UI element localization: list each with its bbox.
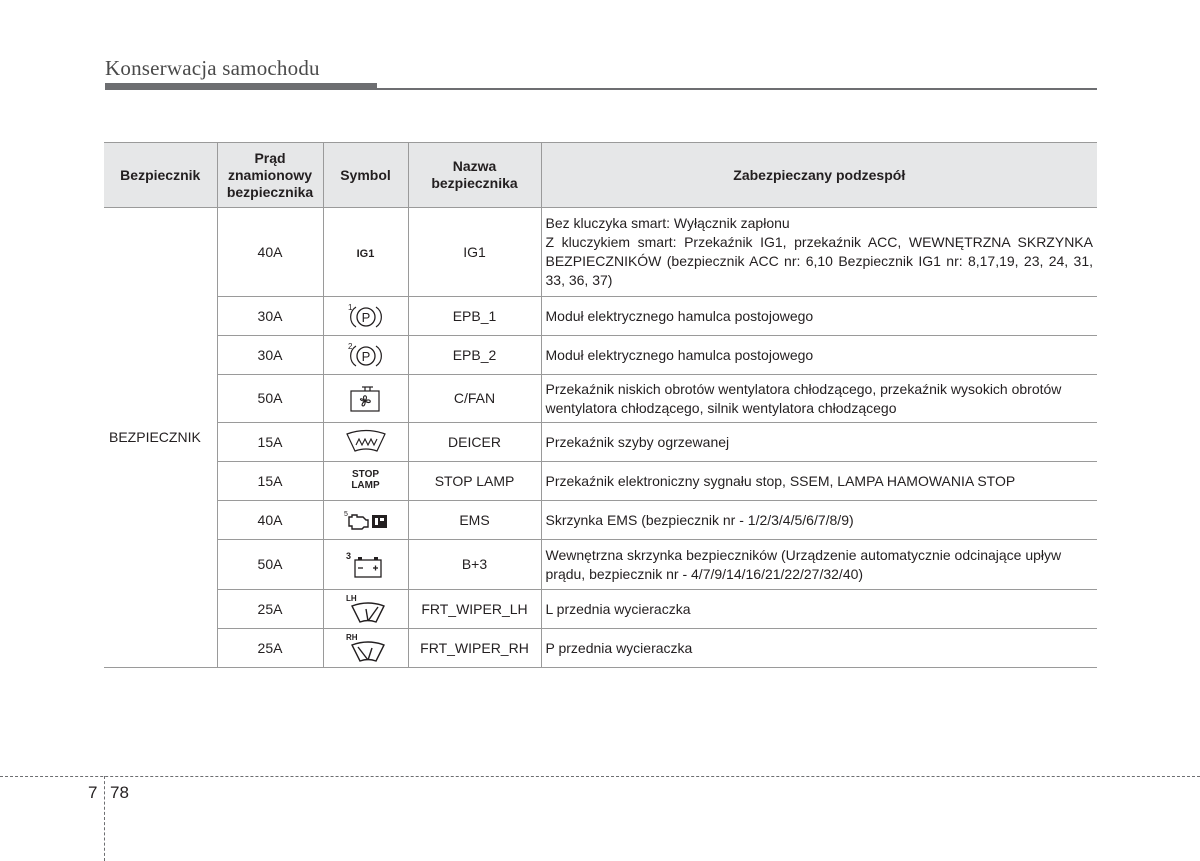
- table-row: [104, 540, 1097, 590]
- stop-lamp-symbol: [351, 469, 379, 491]
- parking-brake-icon: [345, 300, 387, 332]
- rating-cell: 30A: [217, 297, 323, 336]
- table-header-row: [104, 143, 1097, 208]
- rating-cell: 25A: [217, 590, 323, 629]
- header-name-line1: Nazwa: [452, 158, 497, 174]
- name-cell: EMS: [408, 501, 541, 540]
- stop-lamp-symbol-line1: STOP: [351, 469, 380, 480]
- name-cell: B+3: [408, 540, 541, 590]
- desc-line: Z kluczykiem smart: Przekaźnik IG1, przekaźnik ACC, WEWNĘTRZNA SKRZYNKA BEZPIECZNIKÓW (bezpiecznik ACC nr: 6,10 Bezpiecznik IG1 nr: 8,17,19, 23, 24, 31, 33, 36, 37): [545, 234, 1093, 288]
- parking-brake-letter: P: [361, 310, 370, 325]
- title-underline-thin: [377, 88, 1097, 90]
- desc-cell: Przekaźnik niskich obrotów wentylatora chłodzącego, przekaźnik wysokich obrotów wentylatora chłodzącego, silnik wentylatora chłodzącego: [541, 375, 1097, 423]
- symbol-cell: [323, 590, 408, 629]
- symbol-cell: [323, 375, 408, 423]
- rating-cell: 15A: [217, 462, 323, 501]
- desc-cell: Skrzynka EMS (bezpiecznik nr - 1/2/3/4/5/6/7/8/9): [541, 501, 1097, 540]
- name-cell: DEICER: [408, 423, 541, 462]
- desc-cell: Moduł elektrycznego hamulca postojowego: [541, 297, 1097, 336]
- name-cell: IG1: [408, 208, 541, 297]
- group-label-cell: BEZPIECZNIK: [104, 208, 217, 668]
- engine-management-index: 5: [343, 511, 348, 518]
- desc-cell: P przednia wycieraczka: [541, 629, 1097, 668]
- symbol-cell: [323, 501, 408, 540]
- desc-cell: Przekaźnik elektroniczny sygnału stop, SSEM, LAMPA HAMOWANIA STOP: [541, 462, 1097, 501]
- battery-index: 3: [345, 550, 351, 561]
- footer-dashed-rule: [0, 776, 1200, 777]
- name-cell: FRT_WIPER_RH: [408, 629, 541, 668]
- desc-cell: Moduł elektrycznego hamulca postojowego: [541, 336, 1097, 375]
- desc-cell: Wewnętrzna skrzynka bezpieczników (Urządzenie automatycznie odcinające upływ prądu, bezpiecznik nr - 4/7/9/14/16/21/22/27/32/40): [541, 540, 1097, 590]
- rating-cell: 15A: [217, 423, 323, 462]
- symbol-cell: [323, 423, 408, 462]
- name-cell: EPB_1: [408, 297, 541, 336]
- ig1-symbol-text: IG1: [356, 247, 375, 260]
- header-component: Zabezpieczany podzespół: [541, 143, 1097, 208]
- table-row: [104, 208, 1097, 297]
- stop-lamp-symbol-line2: LAMP: [351, 480, 380, 491]
- parking-brake-icon: [345, 339, 387, 371]
- table-row: [104, 462, 1097, 501]
- symbol-cell: [323, 629, 408, 668]
- page-title: Konserwacja samochodu: [105, 56, 320, 80]
- table-row: [104, 629, 1097, 668]
- rating-cell: 40A: [217, 501, 323, 540]
- windshield-deicer-icon: [344, 428, 388, 456]
- rating-cell: 30A: [217, 336, 323, 375]
- name-cell: STOP LAMP: [408, 462, 541, 501]
- rating-cell: 40A: [217, 208, 323, 297]
- header-rating-line2: znamionowy: [227, 166, 312, 183]
- table-row: [104, 297, 1097, 336]
- symbol-cell: [323, 462, 408, 501]
- desc-cell: [541, 208, 1097, 297]
- front-wiper-left-icon: [344, 592, 388, 626]
- rating-cell: 50A: [217, 375, 323, 423]
- front-wiper-right-tag: RH: [345, 633, 358, 642]
- header-name-line2: bezpiecznika: [431, 175, 518, 191]
- parking-brake-index: 1: [347, 303, 352, 312]
- parking-brake-letter: P: [361, 349, 370, 364]
- header-rating-line1: Prąd: [254, 149, 286, 166]
- table-row: [104, 375, 1097, 423]
- page-number: 78: [110, 783, 129, 802]
- symbol-cell: [323, 208, 408, 297]
- rating-cell: 25A: [217, 629, 323, 668]
- symbol-cell: [323, 297, 408, 336]
- footer-dashed-divider: [104, 776, 105, 861]
- engine-management-icon: [342, 507, 390, 533]
- desc-cell: Przekaźnik szyby ogrzewanej: [541, 423, 1097, 462]
- name-cell: EPB_2: [408, 336, 541, 375]
- chapter-number: 7: [88, 783, 98, 802]
- parking-brake-index: 2: [347, 342, 352, 351]
- header-rating-line3: bezpiecznika: [226, 183, 314, 200]
- fuse-table: [104, 142, 1097, 668]
- cooling-fan-icon: [348, 383, 384, 415]
- title-underline-thick: [105, 83, 377, 90]
- header-name: [408, 143, 541, 208]
- header-rating: [217, 143, 323, 208]
- rating-cell: 50A: [217, 540, 323, 590]
- table-row: [104, 336, 1097, 375]
- table-row: [104, 501, 1097, 540]
- battery-icon: [344, 549, 388, 581]
- symbol-cell: [323, 336, 408, 375]
- header-fuse: Bezpiecznik: [104, 143, 217, 208]
- front-wiper-left-tag: LH: [345, 594, 357, 603]
- desc-cell: L przednia wycieraczka: [541, 590, 1097, 629]
- name-cell: FRT_WIPER_LH: [408, 590, 541, 629]
- table-row: [104, 423, 1097, 462]
- table-row: [104, 590, 1097, 629]
- front-wiper-right-icon: [344, 631, 388, 665]
- desc-line: Bez kluczyka smart: Wyłącznik zapłonu: [545, 215, 790, 231]
- symbol-cell: [323, 540, 408, 590]
- name-cell: C/FAN: [408, 375, 541, 423]
- header-symbol: Symbol: [323, 143, 408, 208]
